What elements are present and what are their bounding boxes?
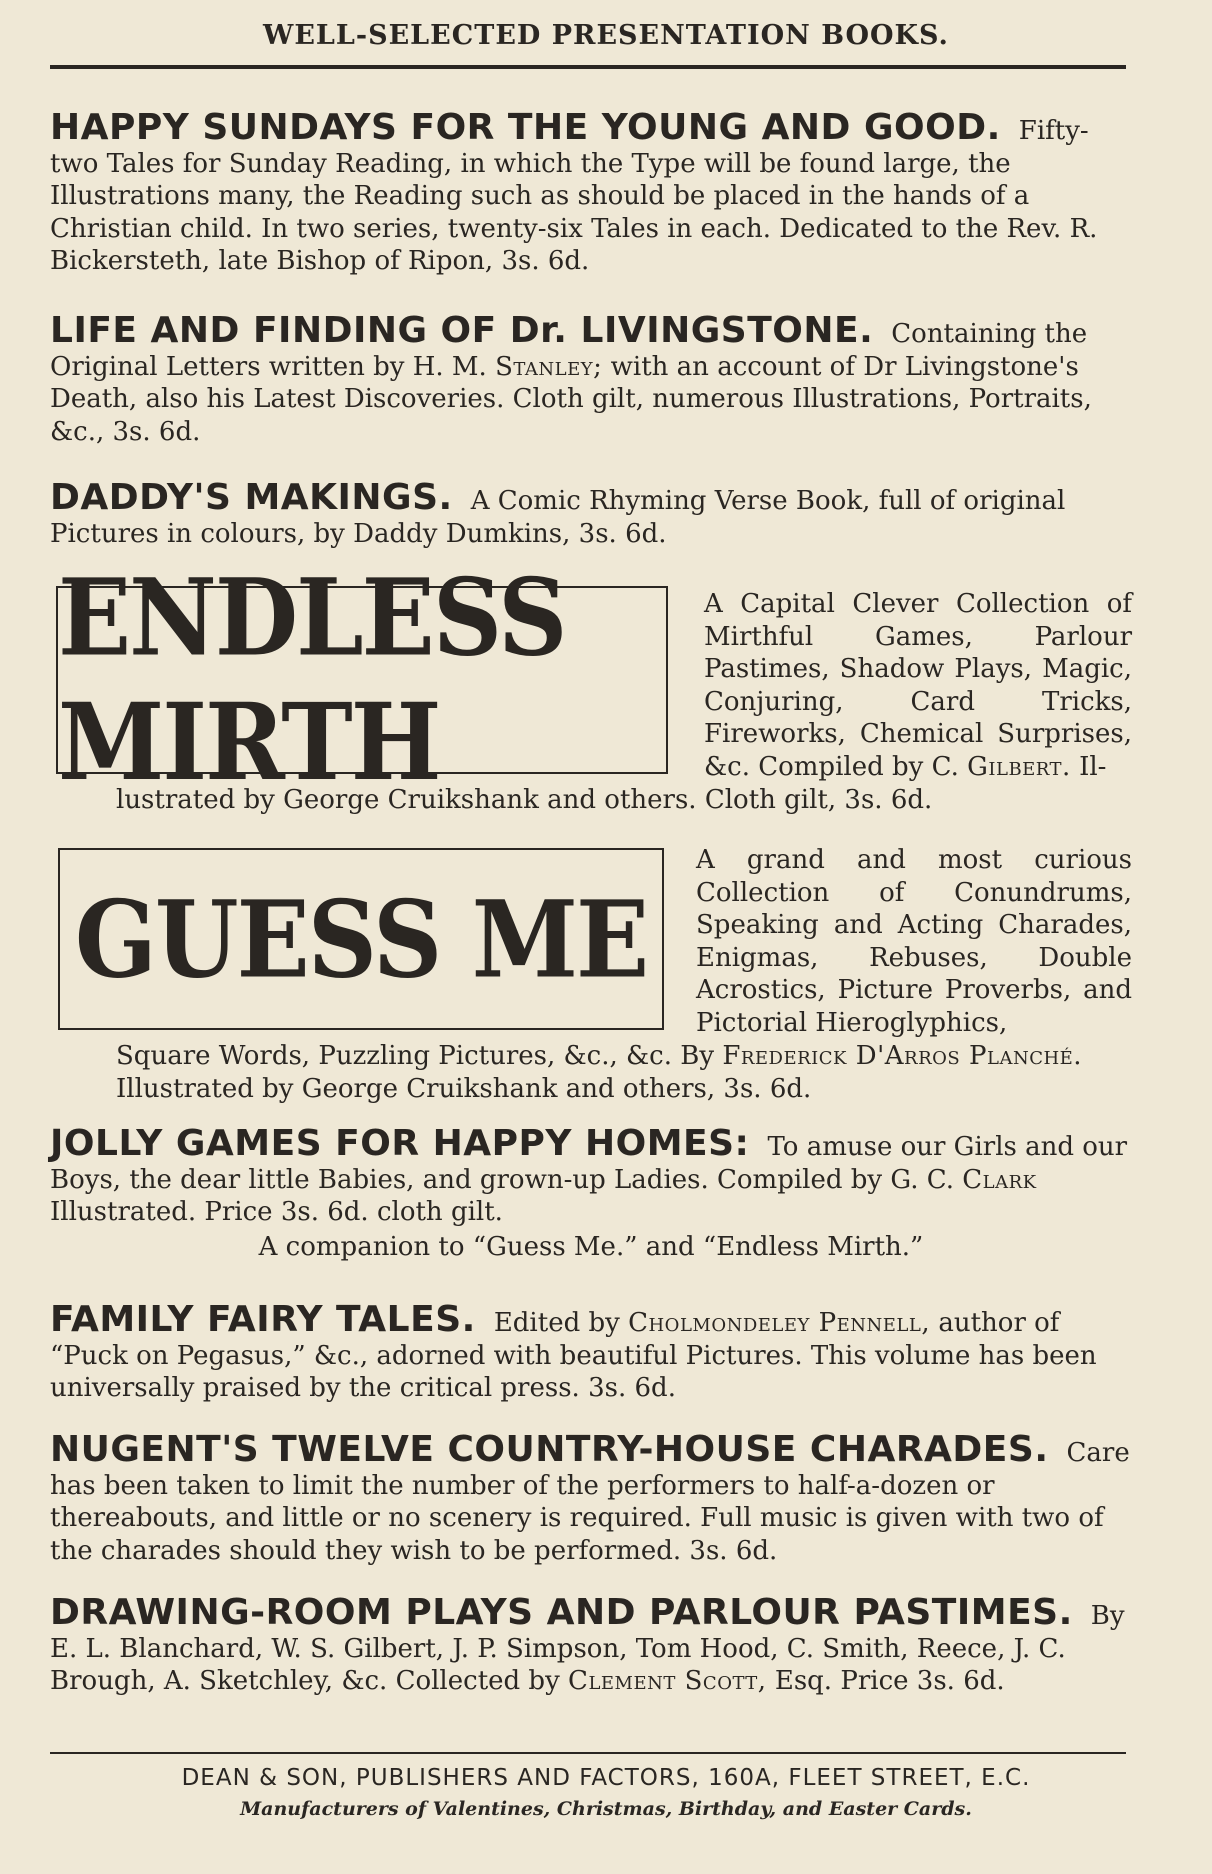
page-header: WELL-SELECTED PRESENTATION BOOKS. bbox=[263, 20, 949, 51]
side-end: Il- bbox=[1079, 751, 1107, 782]
cont-author: Frederick D'Arros Planché. bbox=[722, 1041, 1083, 1071]
endless-mirth-logo bbox=[56, 555, 668, 805]
entry-happy-sundays bbox=[50, 107, 1132, 278]
entry-jolly-games bbox=[50, 1123, 1132, 1263]
entry-text-cont: Esq. Price 3s. 6d. bbox=[774, 1666, 1005, 1696]
entry-daddys-makings bbox=[50, 477, 1132, 550]
entry-text: Containing the Original Letters written by H. M. bbox=[50, 319, 1088, 382]
entry-text: Edited by bbox=[493, 1308, 620, 1338]
entry-title: FAMILY FAIRY TALES. bbox=[50, 1299, 476, 1340]
guess-me-description bbox=[696, 844, 1132, 1039]
entry-author: Clement Scott, bbox=[568, 1666, 767, 1696]
entry-family-fairy-tales bbox=[50, 1299, 1132, 1405]
header-rule bbox=[50, 65, 1126, 69]
entry-title: DRAWING-ROOM PLAYS AND PARLOUR PASTIMES. bbox=[50, 1592, 1073, 1633]
entry-text: To amuse our Girls and our Boys, the dear little Babies, and grown-up Ladies. Compiled by G. C. bbox=[50, 1132, 1128, 1195]
side-author: Gilbert. bbox=[967, 751, 1071, 782]
cont-text-end: Illustrated by George Cruikshank and others, 3s. 6d. bbox=[116, 1073, 812, 1104]
side-text: A grand and most curious Collection of Conundrums, Speaking and Acting Charades, Enigmas, Rebuses, Double Acrostics, Picture Proverbs, and Pictorial Hieroglyphics, bbox=[696, 845, 1132, 1038]
footer-tagline: Manufacturers of Valentines, Christmas, Birthday, and Easter Cards. bbox=[240, 1798, 972, 1820]
footer-rule bbox=[50, 1752, 1126, 1754]
entry-author: Cholmondeley Pennell, bbox=[628, 1308, 931, 1338]
entry-text: Care has been taken to limit the number of the performers to half-a-dozen or thereabouts, and little or no scenery is required. Full music is given with two of the charades should they wish to be performed. 3s. 6d. bbox=[50, 1438, 1130, 1566]
entry-title: HAPPY SUNDAYS FOR THE YOUNG AND GOOD. bbox=[50, 107, 1001, 148]
entry-livingstone bbox=[50, 310, 1132, 448]
entry-title: NUGENT'S TWELVE COUNTRY-HOUSE CHARADES. bbox=[50, 1429, 1049, 1470]
entry-nugents-charades bbox=[50, 1429, 1132, 1567]
entry-text: Fifty-two Tales for Sunday Reading, in which the Type will be found large, the Illustrations many, the Reading such as should be placed in the hands of a Christian child. In two series, twenty-six Tales in each. Dedicated to the Rev. R. Bickersteth, late Bishop of Ripon, 3s. 6d. bbox=[50, 116, 1098, 276]
entry-title: LIFE AND FINDING OF Dr. LIVINGSTONE. bbox=[50, 310, 874, 351]
entry-author: Stanley; bbox=[495, 351, 603, 382]
entry-text-cont: Illustrated. Price 3s. 6d. cloth gilt. bbox=[50, 1197, 503, 1227]
side-text: A Capital Clever Collection of Mirthful Games, Parlour Pastimes, Shadow Plays, Magic, Conjuring, Card Tricks, Fireworks, Chemical Surprises, &c. Compiled by C. bbox=[704, 589, 1132, 782]
entry-text: By E. L. Blanchard, W. S. Gilbert, J. P. Simpson, Tom Hood, C. Smith, Reece, J. C. Brough, A. Sketchley, &c. Collected by bbox=[50, 1601, 1125, 1696]
logo-lettering: ENDLESS MIRTH bbox=[58, 555, 566, 805]
endless-mirth-continuation: lustrated by George Cruikshank and others. Cloth gilt, 3s. 6d. bbox=[116, 785, 933, 815]
endless-mirth-description bbox=[704, 588, 1132, 783]
entry-text-cont: author of “Puck on Pegasus,” &c., adorned with beautiful Pictures. This volume has been universally praised by the critical press. 3s. 6d. bbox=[50, 1308, 1097, 1403]
entry-title: DADDY'S MAKINGS. bbox=[50, 477, 453, 518]
guess-me-continuation bbox=[116, 1040, 1132, 1105]
entry-text: A Comic Rhyming Verse Book, full of original Pictures in colours, by Daddy Dumkins, 3s. 6d. bbox=[50, 486, 1066, 549]
logo-lettering: GUESS ME bbox=[74, 876, 648, 1002]
guess-me-logo bbox=[58, 848, 664, 1030]
entry-author: Clark bbox=[962, 1164, 1037, 1195]
entry-title: JOLLY GAMES FOR HAPPY HOMES: bbox=[50, 1123, 750, 1164]
footer-publisher: DEAN & SON, PUBLISHERS AND FACTORS, 160A, FLEET STREET, E.C. bbox=[181, 1765, 1031, 1791]
entry-text-cont: with an account of Dr Livingstone's Death, also his Latest Discoveries. Cloth gilt, numerous Illustrations, Portraits, &c., 3s. 6d. bbox=[50, 351, 1092, 447]
entry-note: A companion to “Guess Me.” and “Endless Mirth.” bbox=[258, 1231, 924, 1262]
entry-drawing-room-plays bbox=[50, 1592, 1132, 1698]
cont-text: Square Words, Puzzling Pictures, &c., &c. By bbox=[116, 1041, 715, 1071]
